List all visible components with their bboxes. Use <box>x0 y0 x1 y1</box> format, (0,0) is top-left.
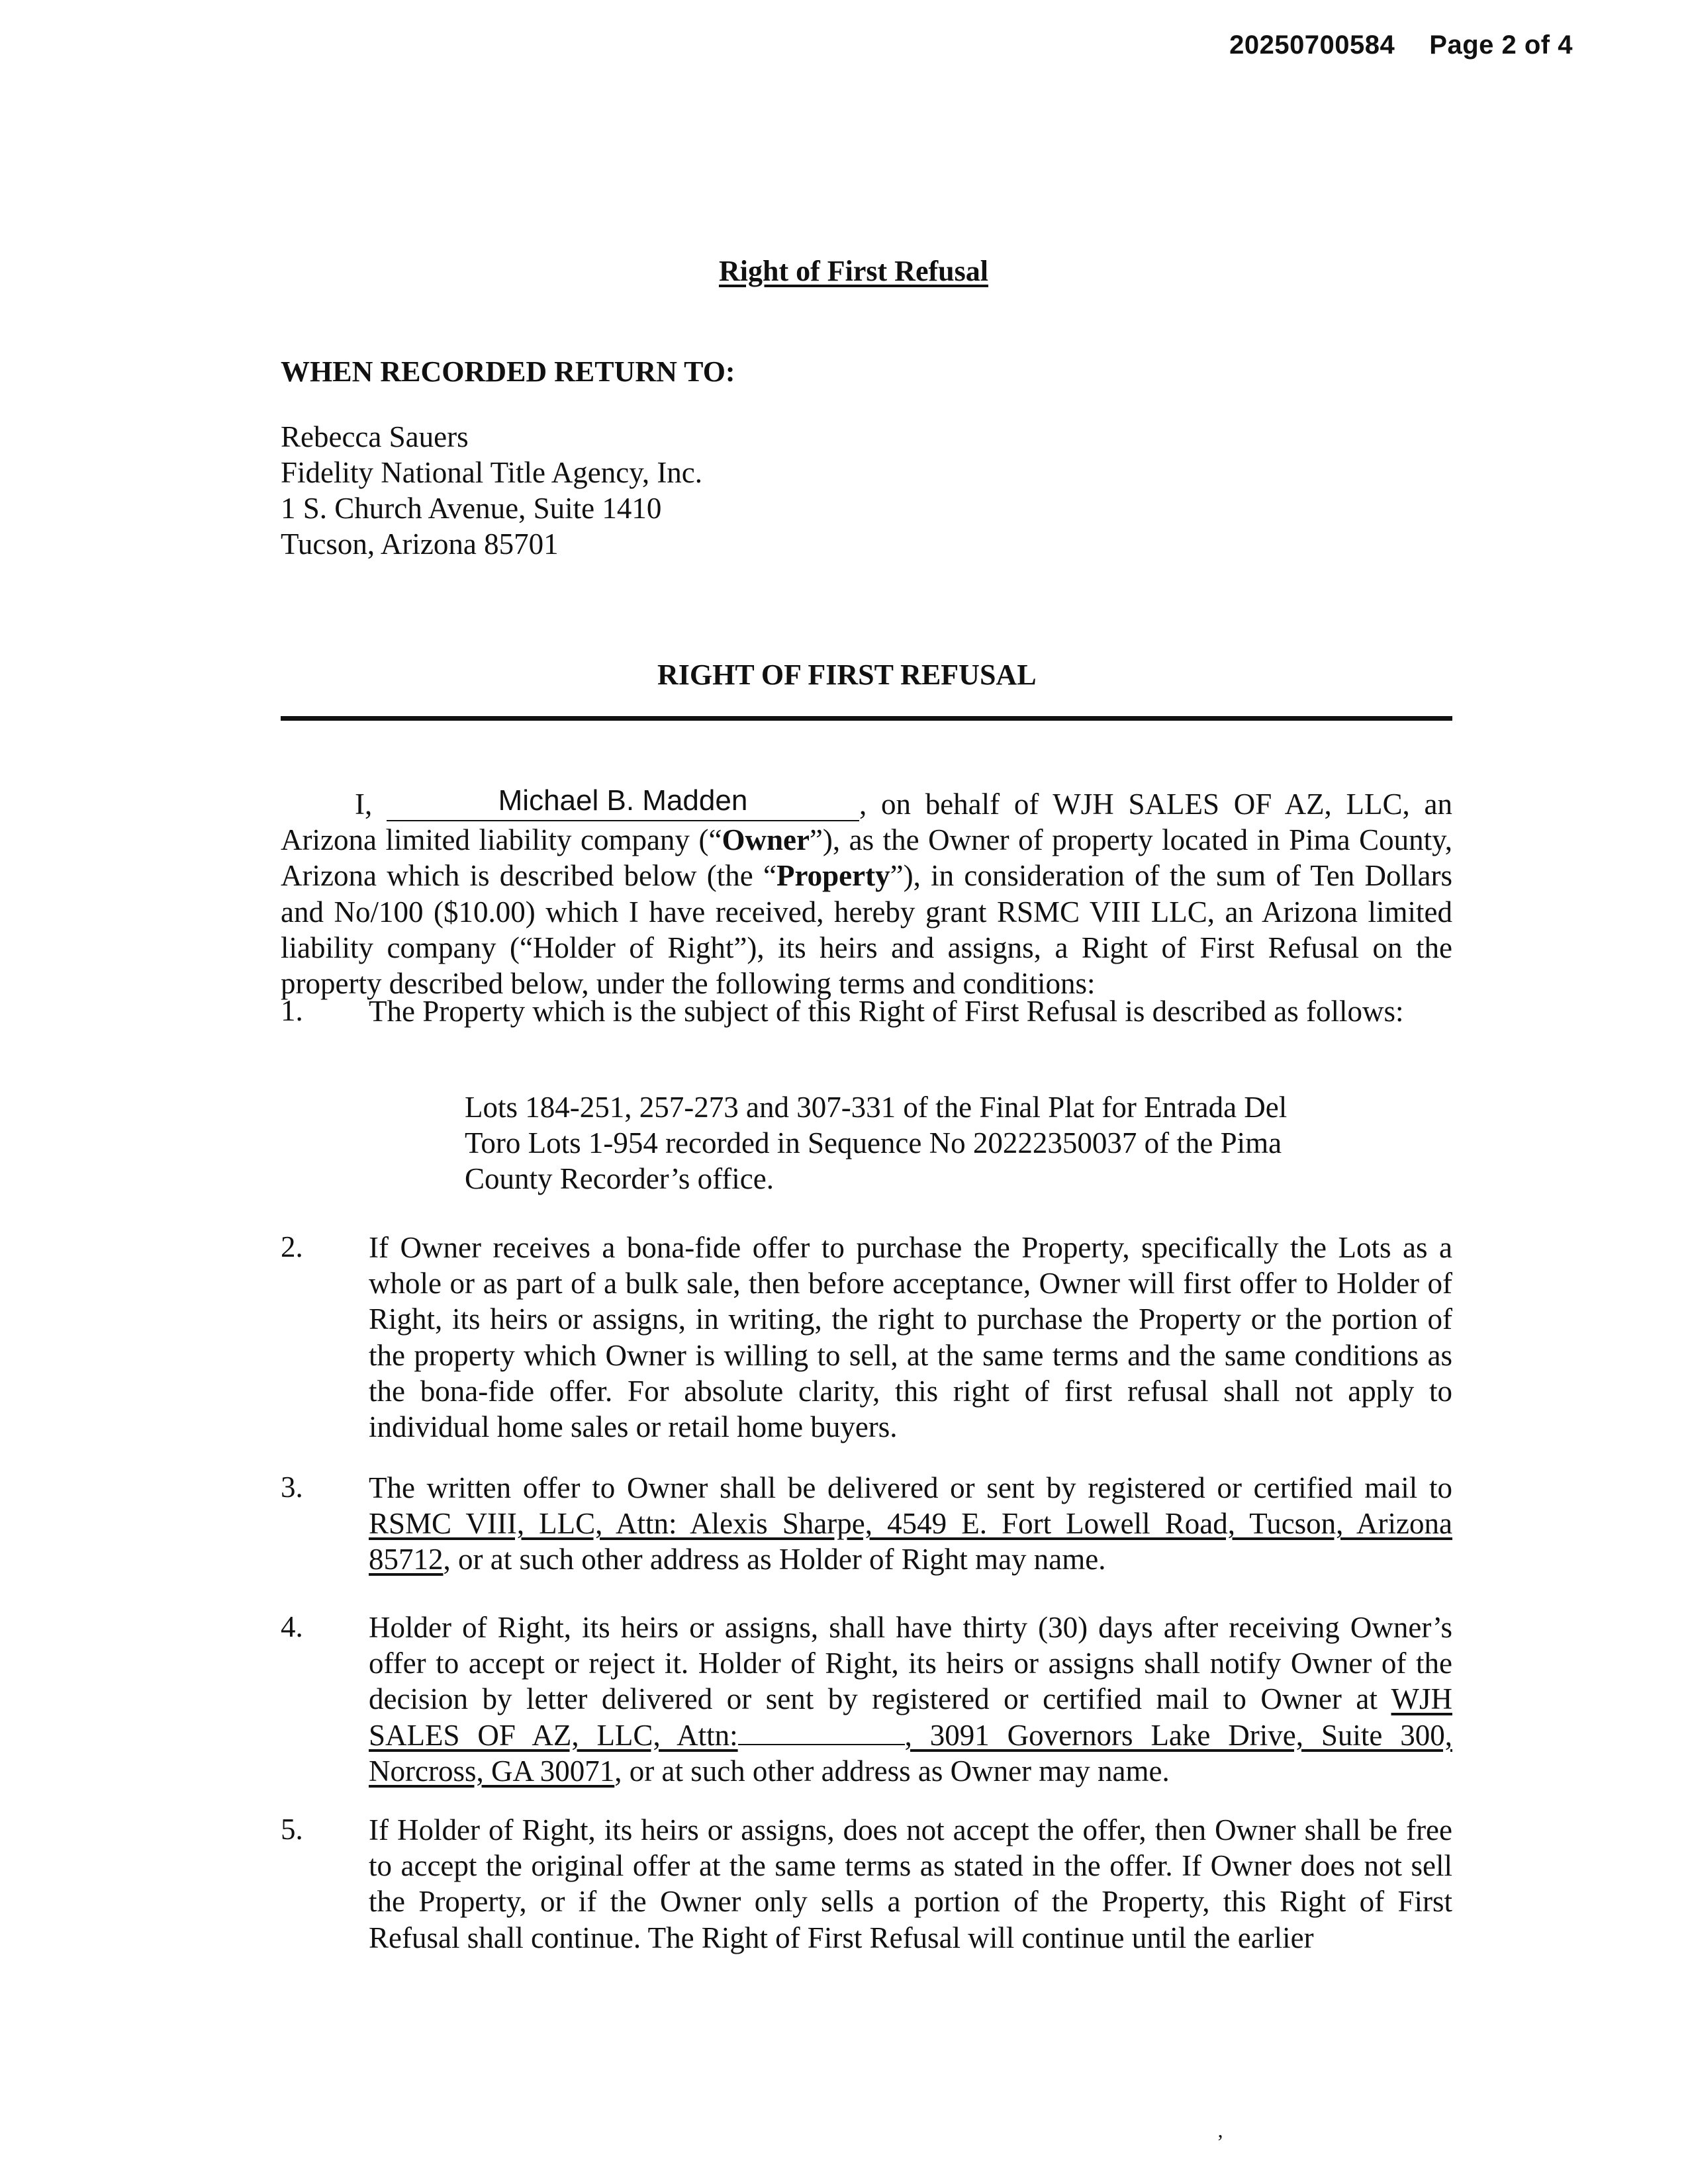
item-4-text <box>369 1610 1452 1789</box>
page-indicator: Page 2 of 4 <box>1429 30 1573 60</box>
return-address-line: Fidelity National Title Agency, Inc. <box>281 456 703 489</box>
document-title: Right of First Refusal <box>719 255 988 287</box>
item-1-text: The Property which is the subject of this Right of First Refusal is described as follows: <box>369 995 1404 1028</box>
holder-address: RSMC VIII, LLC, Attn: Alexis Sharpe, 4549 E. Fort Lowell Road, Tucson, Arizona 85712 <box>369 1507 1452 1576</box>
scan-mark: ’ <box>1217 2130 1224 2154</box>
item-number: 2. <box>281 1230 303 1263</box>
intro-text: , on behalf of WJH SALES OF AZ, LLC, an Arizona limited liability company (“ <box>281 788 1452 857</box>
legal-line: County Recorder’s office. <box>465 1162 774 1196</box>
return-label: WHEN RECORDED RETURN TO: <box>281 355 735 388</box>
intro-text: ”), in consideration of the sum of Ten Dollars and No/100 ($10.00) which I have received, hereby grant RSMC VIII LLC, an Arizona limited liability company (“Holder of Right”), its heirs and assigns, a Right of First Refusal on the property described below, under the following terms and conditions: <box>281 859 1453 1001</box>
item-number: 1. <box>281 994 303 1027</box>
owner-address-part: , 3091 Governors Lake Drive, Suite 300, Norcross, GA 30071 <box>369 1718 1452 1788</box>
item-3-lead: The written offer to Owner shall be delivered or sent by registered or certified mail to <box>369 1471 1452 1504</box>
page-header <box>1229 30 1573 60</box>
item-5-text: If Holder of Right, its heirs or assigns, does not accept the offer, then Owner shall be free to accept the original offer at the same terms as stated in the offer. If Owner does not sell the Property, or if the Owner only sells a portion of the Property, this Right of First Refusal shall continue. The Right of First Refusal will continue until the earlier <box>369 1813 1452 1954</box>
intro-prefix: I, <box>355 788 387 821</box>
intro-text: ”), as the Owner of property located in Pima County, Arizona which is described below (the “ <box>281 823 1453 893</box>
signer-name: Michael B. Madden <box>498 784 748 817</box>
return-address-line: 1 S. Church Avenue, Suite 1410 <box>281 492 662 525</box>
owner-term: Owner <box>722 823 810 857</box>
item-3-tail: , or at such other address as Holder of Right may name. <box>443 1543 1106 1576</box>
property-term: Property <box>776 859 890 893</box>
return-address-line: Rebecca Sauers <box>281 420 469 453</box>
return-address-line: Tucson, Arizona 85701 <box>281 527 559 561</box>
title-rule <box>281 716 1452 721</box>
signer-field <box>387 784 859 821</box>
attention-blank <box>738 1721 905 1745</box>
legal-description <box>465 1089 1345 1197</box>
legal-line: Toro Lots 1-954 recorded in Sequence No 20222350037 of the Pima <box>465 1126 1282 1160</box>
legal-line: Lots 184-251, 257-273 and 307-331 of the Final Plat for Entrada Del <box>465 1091 1288 1124</box>
document-number: 20250700584 <box>1229 30 1395 60</box>
item-4-lead: Holder of Right, its heirs or assigns, shall have thirty (30) days after receiving Owner’s offer to accept or reject it. Holder of Right, its heirs or assigns shall notify Owner of the decision by letter delivered or sent by registered or certified mail to Owner at <box>369 1611 1452 1716</box>
item-4-tail: , or at such other address as Owner may name. <box>614 1754 1170 1788</box>
return-address <box>281 419 702 562</box>
item-number: 3. <box>281 1471 303 1504</box>
intro-paragraph <box>281 786 1452 1001</box>
item-number: 4. <box>281 1610 303 1643</box>
main-title: RIGHT OF FIRST REFUSAL <box>657 659 1037 691</box>
owner-address-part: WJH SALES OF AZ, LLC, Attn: <box>369 1682 1452 1752</box>
item-number: 5. <box>281 1813 303 1846</box>
item-3-text <box>369 1470 1452 1578</box>
item-2-text: If Owner receives a bona-fide offer to purchase the Property, specifically the Lots as a whole or as part of a bulk sale, then before acceptance, Owner will first offer to Holder of Right, its heirs or assigns, in writing, the right to purchase the Property or the portion of the property which Owner is willing to sell, at the same terms and the same conditions as the bona-fide offer. For absolute clarity, this right of first refusal shall not apply to individual home sales or retail home buyers. <box>369 1231 1452 1444</box>
